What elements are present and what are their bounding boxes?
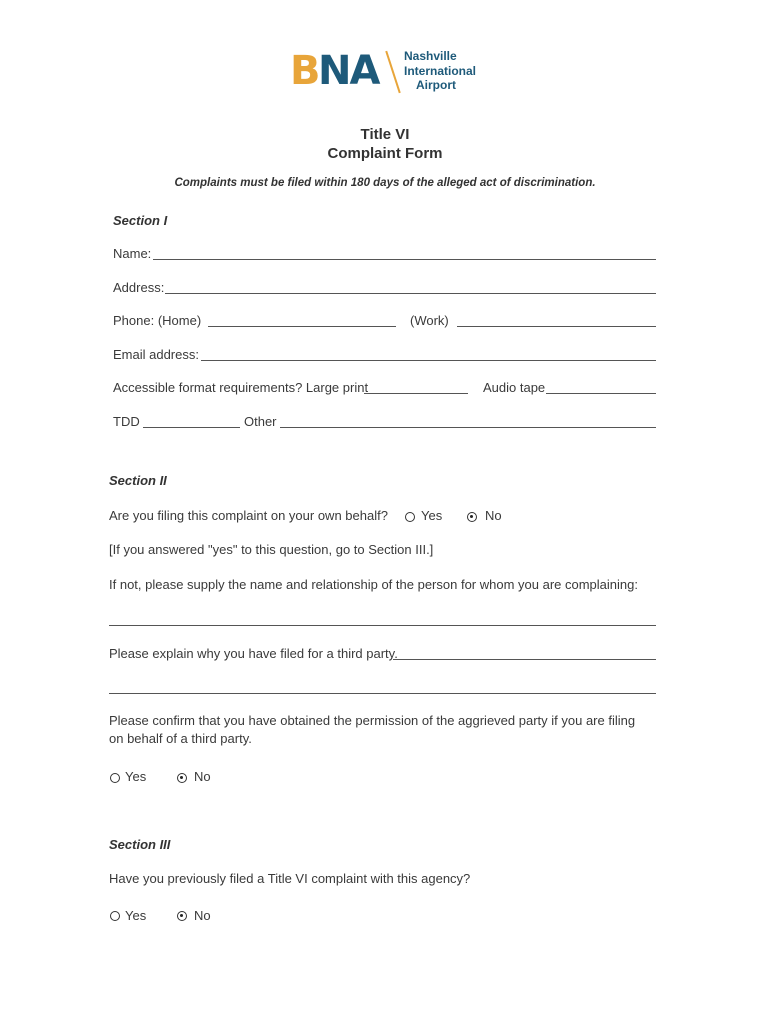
previous-complaint-question: Have you previously filed a Title VI complaint with this agency? — [109, 871, 471, 886]
phone-home-label: Phone: (Home) — [113, 313, 202, 328]
own-behalf-yes-radio[interactable] — [405, 512, 415, 522]
own-behalf-no-radio[interactable] — [467, 512, 477, 522]
address-field[interactable] — [165, 293, 656, 294]
logo-mark-b: B — [290, 48, 319, 94]
audio-tape-label: Audio tape — [483, 380, 546, 395]
confirm-no-label: No — [194, 769, 211, 784]
own-behalf-no-label: No — [485, 508, 502, 523]
name-field[interactable] — [153, 259, 656, 260]
explain-prompt: Please explain why you have filed for a third party. — [109, 646, 398, 661]
explain-field-line2[interactable] — [109, 693, 656, 694]
other-label: Other — [244, 414, 277, 429]
if-yes-note: [If you answered "yes" to this question, go to Section III.] — [109, 542, 434, 557]
address-label: Address: — [113, 280, 165, 295]
explain-field-line1[interactable] — [393, 659, 656, 660]
audio-tape-field[interactable] — [546, 393, 656, 394]
previous-yes-label: Yes — [125, 908, 147, 923]
logo-text-nashville: Nashville — [404, 49, 457, 63]
tdd-label: TDD — [113, 414, 140, 429]
confirm-yes-radio[interactable] — [110, 773, 120, 783]
section-3-heading: Section III — [109, 837, 171, 852]
third-party-name-field[interactable] — [109, 625, 656, 626]
section-1-heading: Section I — [113, 213, 168, 228]
confirm-no-radio[interactable] — [177, 773, 187, 783]
confirm-permission-line1: Please confirm that you have obtained the permission of the aggrieved party if you are filing — [109, 713, 636, 728]
section-2-heading: Section II — [109, 473, 167, 488]
name-label: Name: — [113, 246, 152, 261]
logo-slash — [385, 51, 400, 93]
email-label: Email address: — [113, 347, 199, 362]
other-field[interactable] — [280, 427, 656, 428]
email-field[interactable] — [201, 360, 656, 361]
own-behalf-yes-label: Yes — [421, 508, 443, 523]
tdd-field[interactable] — [143, 427, 240, 428]
logo-mark-na: NA — [318, 48, 379, 94]
logo-text-airport: Airport — [416, 78, 456, 92]
large-print-field[interactable] — [364, 393, 468, 394]
filing-deadline-notice: Complaints must be filed within 180 days of the alleged act of discrimination. — [174, 177, 596, 189]
phone-work-field[interactable] — [457, 326, 656, 327]
logo-text-international: International — [404, 64, 477, 78]
accessible-format-label: Accessible format requirements? Large print — [113, 380, 369, 395]
bna-logo — [290, 46, 500, 96]
phone-work-label: (Work) — [410, 313, 449, 328]
confirm-permission-line2: on behalf of a third party. — [109, 731, 252, 746]
phone-home-field[interactable] — [208, 326, 396, 327]
form-subtitle: Complaint Form — [327, 145, 443, 162]
previous-yes-radio[interactable] — [110, 911, 120, 921]
own-behalf-question: Are you filing this complaint on your own behalf? — [109, 508, 388, 523]
previous-no-label: No — [194, 908, 211, 923]
if-not-prompt: If not, please supply the name and relationship of the person for whom you are complaining: — [109, 577, 638, 592]
previous-no-radio[interactable] — [177, 911, 187, 921]
form-title: Title VI — [360, 126, 410, 143]
confirm-yes-label: Yes — [125, 769, 147, 784]
